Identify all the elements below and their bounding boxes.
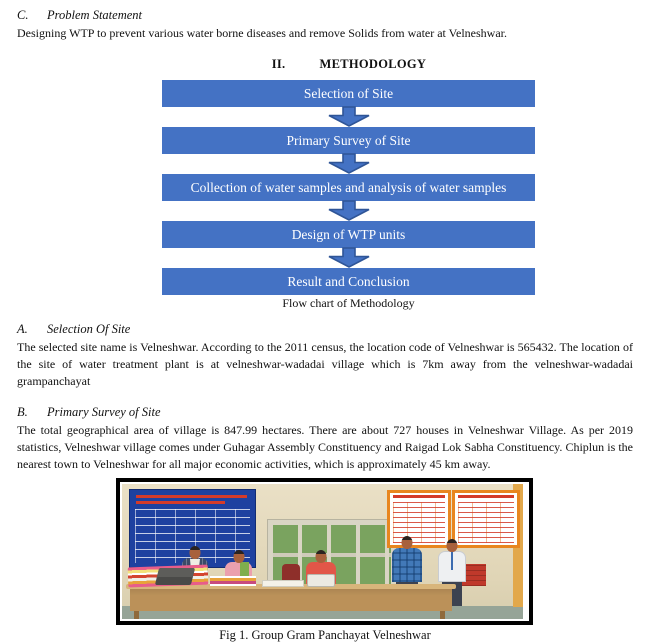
photo-group-gram-panchayat [122,484,523,619]
person-head [447,539,458,552]
section-c-heading [17,8,633,23]
chart-title-line [393,495,445,498]
methodology-heading [41,57,657,72]
flow-step-selection-of-site: Selection of Site [162,80,535,107]
papers [262,580,304,587]
flow-step-result-conclusion: Result and Conclusion [162,268,535,295]
section-b-title: Primary Survey of Site [47,405,161,419]
desk-device [307,574,335,587]
board-title-line [136,495,247,498]
flow-arrow-down-icon [162,154,535,174]
flow-step-primary-survey: Primary Survey of Site [162,127,535,154]
person-head [316,550,327,563]
chart-rows [458,502,514,543]
laptop [155,568,195,585]
section-c-label: C. [17,8,29,22]
person-head [402,536,413,549]
section-b-body: The total geographical area of village is 847.99 hectares. There are about 727 houses in Velneshwar Village. As per 2019 statistics, Velneshwar village comes under Guhagar Assembly Constituency and Raigad Lok Sabha Constituency. Chiplun is the nearest town to Velneshwar for all major economic activities, which is approximately 45 km away. [17,423,633,471]
flow-arrow-down-icon [162,201,535,221]
id-lanyard [451,552,453,570]
flow-arrow-down-icon [162,248,535,268]
flow-step-design-wtp-units: Design of WTP units [162,221,535,248]
flowchart-caption: Flow chart of Methodology [282,296,415,310]
desk-leg [440,611,445,619]
methodology-title: METHODOLOGY [319,57,427,71]
flow-arrow-down-icon [162,107,535,127]
person-head [233,550,244,563]
section-c-body: Designing WTP to prevent various water borne diseases and remove Solids from water at Velneshwar. [17,26,507,40]
section-a-title: Selection Of Site [47,322,131,336]
person-torso [392,548,422,582]
section-b-label: B. [17,405,28,419]
flow-step-water-samples: Collection of water samples and analysis of water samples [162,174,535,201]
figure-1-frame [116,478,533,625]
file-stack [210,576,256,586]
section-a-label: A. [17,322,28,336]
chart-title-line [458,495,514,498]
section-b-heading [17,405,633,420]
desk-leg [134,611,139,619]
figure-1-caption: Fig 1. Group Gram Panchayat Velneshwar [219,628,431,642]
board-title-line [136,501,225,504]
section-c-title: Problem Statement [47,8,143,22]
person-head [190,546,201,559]
methodology-number: II. [271,57,286,71]
section-a-body: The selected site name is Velneshwar. According to the 2011 census, the location code of Velneshwar is 565432. The location of the site of water treatment plant is at velneshwar-wadadai village which is 7km away from the velneshwar-wadadai grampanchayat [17,340,633,388]
section-a-heading [17,322,633,337]
desk-front [130,589,452,611]
methodology-flowchart [162,80,535,311]
